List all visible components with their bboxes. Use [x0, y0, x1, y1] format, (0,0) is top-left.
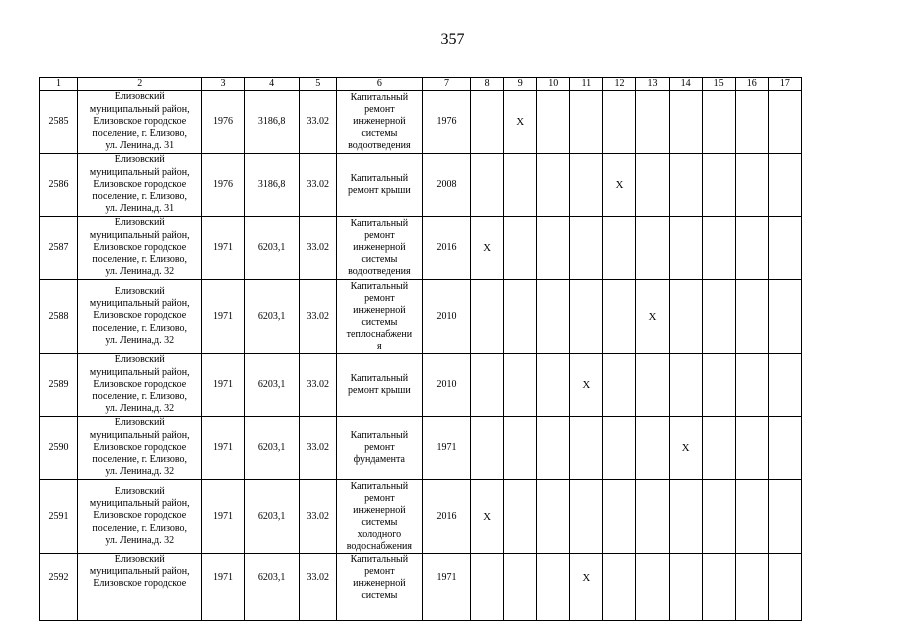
address-cell-line: Елизовский — [114, 485, 165, 497]
work-type-line: Капитальный — [350, 173, 409, 184]
mark-cell-col-9 — [504, 417, 537, 480]
mark-cell-col-16 — [735, 280, 768, 354]
address-cell-line: поселение, г. Елизово, — [92, 454, 188, 466]
mark-cell-col-9 — [504, 480, 537, 554]
address-cell-line: Елизовское городское — [93, 510, 187, 522]
mark-cell-col-8 — [471, 354, 504, 417]
work-type — [336, 354, 422, 417]
table-row — [40, 154, 802, 217]
work-type — [336, 554, 422, 621]
total-area: 6203,1 — [244, 217, 299, 280]
work-type-line: водоотведения — [348, 266, 411, 277]
address-cell — [78, 417, 202, 480]
mark-cell-col-12: Х — [603, 154, 636, 217]
mark-cell-col-9 — [504, 154, 537, 217]
address-cell-line: Елизовское городское — [93, 441, 187, 453]
work-type — [336, 217, 422, 280]
address-cell-line: муниципальный район, — [89, 366, 190, 378]
mark-cell-col-15 — [702, 554, 735, 621]
mark-cell-col-8 — [471, 280, 504, 354]
mark-cell-col-11 — [570, 480, 603, 554]
address-cell-line: ул. Ленина,д. 32 — [105, 466, 175, 478]
address-cell-line: муниципальный район, — [89, 429, 190, 441]
work-type-line: Капитальный — [350, 554, 409, 565]
address-cell-line: поселение, г. Елизово, — [92, 522, 188, 534]
table-body — [40, 91, 802, 621]
mark-cell-col-12 — [603, 554, 636, 621]
address-cell-line: Елизовский — [114, 217, 165, 229]
total-area: 6203,1 — [244, 354, 299, 417]
mark-cell-col-13: Х — [636, 280, 669, 354]
mark-cell-col-14 — [669, 280, 702, 354]
mark-cell-col-16 — [735, 217, 768, 280]
address-cell — [78, 280, 202, 354]
column-header: 5 — [299, 78, 336, 91]
build-year: 1976 — [202, 91, 244, 154]
table-row — [40, 280, 802, 354]
work-year: 1971 — [422, 417, 470, 480]
repair-schedule-table — [39, 77, 802, 621]
address-cell-line: муниципальный район, — [89, 166, 190, 178]
table-row — [40, 417, 802, 480]
mark-cell-col-16 — [735, 91, 768, 154]
code-cell: 33.02 — [299, 91, 336, 154]
mark-cell-col-8 — [471, 417, 504, 480]
total-area: 3186,8 — [244, 154, 299, 217]
table-row — [40, 354, 802, 417]
build-year: 1971 — [202, 280, 244, 354]
address-cell-line: Елизовское городское — [93, 241, 187, 253]
build-year: 1971 — [202, 480, 244, 554]
address-cell-line: муниципальный район, — [89, 103, 190, 115]
work-type — [336, 91, 422, 154]
mark-cell-col-14 — [669, 217, 702, 280]
work-year: 2008 — [422, 154, 470, 217]
code-cell: 33.02 — [299, 354, 336, 417]
mark-cell-col-8 — [471, 154, 504, 217]
mark-cell-col-10 — [537, 217, 570, 280]
code-cell: 33.02 — [299, 280, 336, 354]
mark-cell-col-12 — [603, 280, 636, 354]
address-cell-line: Елизовское городское — [93, 378, 187, 390]
build-year: 1971 — [202, 554, 244, 621]
mark-cell-col-9 — [504, 554, 537, 621]
mark-cell-col-10 — [537, 354, 570, 417]
work-type — [336, 154, 422, 217]
mark-cell-col-11: Х — [570, 554, 603, 621]
build-year: 1971 — [202, 217, 244, 280]
mark-cell-col-17 — [768, 217, 801, 280]
address-cell-line: Елизовское городское — [93, 578, 187, 590]
mark-cell-col-15 — [702, 480, 735, 554]
work-type-line: Капитальный — [350, 373, 409, 384]
column-header: 16 — [735, 78, 768, 91]
column-header: 2 — [78, 78, 202, 91]
work-year: 2010 — [422, 354, 470, 417]
address-cell-line: ул. Ленина,д. 31 — [105, 140, 175, 152]
mark-cell-col-17 — [768, 280, 801, 354]
address-cell-line: ул. Ленина,д. 32 — [105, 266, 175, 278]
work-type-line: системы — [361, 590, 398, 601]
address-cell-line: ул. Ленина,д. 31 — [105, 203, 175, 215]
code-cell: 33.02 — [299, 217, 336, 280]
mark-cell-col-13 — [636, 217, 669, 280]
work-year: 2016 — [422, 480, 470, 554]
mark-cell-col-14 — [669, 154, 702, 217]
mark-cell-col-12 — [603, 480, 636, 554]
work-type — [336, 280, 422, 354]
work-type-line: инженерной — [353, 504, 406, 516]
work-year: 1976 — [422, 91, 470, 154]
work-type-line: ремонт — [364, 442, 395, 453]
column-header: 10 — [537, 78, 570, 91]
mark-cell-col-11 — [570, 280, 603, 354]
work-type-line: я — [377, 340, 382, 352]
work-type-line: инженерной — [353, 242, 406, 253]
column-header: 15 — [702, 78, 735, 91]
work-type-line: Капитальный — [350, 92, 409, 103]
row-number: 2589 — [40, 354, 78, 417]
mark-cell-col-12 — [603, 91, 636, 154]
work-type — [336, 417, 422, 480]
address-cell-line: Елизовское городское — [93, 115, 187, 127]
address-cell — [78, 154, 202, 217]
work-type-line: холодного — [357, 528, 402, 540]
mark-cell-col-15 — [702, 280, 735, 354]
mark-cell-col-8: Х — [471, 217, 504, 280]
mark-cell-col-16 — [735, 554, 768, 621]
work-type-line: системы — [361, 128, 398, 139]
column-header: 4 — [244, 78, 299, 91]
mark-cell-col-12 — [603, 217, 636, 280]
work-type-line: ремонт — [364, 292, 395, 304]
column-header: 17 — [768, 78, 801, 91]
mark-cell-col-9 — [504, 354, 537, 417]
mark-cell-col-15 — [702, 154, 735, 217]
work-type-line: системы — [361, 316, 398, 328]
mark-cell-col-10 — [537, 280, 570, 354]
work-type-line: Капитальный — [350, 430, 409, 441]
work-year: 2016 — [422, 217, 470, 280]
work-type-line: водоснабжения — [346, 540, 412, 552]
mark-cell-col-15 — [702, 354, 735, 417]
work-year: 2010 — [422, 280, 470, 354]
address-cell-line: Елизовское городское — [93, 178, 187, 190]
mark-cell-col-10 — [537, 154, 570, 217]
code-cell: 33.02 — [299, 480, 336, 554]
column-header: 7 — [422, 78, 470, 91]
build-year: 1971 — [202, 417, 244, 480]
mark-cell-col-12 — [603, 354, 636, 417]
mark-cell-col-17 — [768, 417, 801, 480]
mark-cell-col-12 — [603, 417, 636, 480]
work-type-line: фундамента — [353, 454, 405, 465]
mark-cell-col-15 — [702, 91, 735, 154]
mark-cell-col-9: Х — [504, 91, 537, 154]
work-type-line: теплоснабжени — [346, 328, 413, 340]
address-cell-line: поселение, г. Елизово, — [92, 128, 188, 140]
address-cell — [78, 91, 202, 154]
mark-cell-col-16 — [735, 480, 768, 554]
mark-cell-col-14 — [669, 554, 702, 621]
address-cell-line: поселение, г. Елизово, — [92, 391, 188, 403]
address-cell — [78, 354, 202, 417]
mark-cell-col-17 — [768, 354, 801, 417]
mark-cell-col-13 — [636, 417, 669, 480]
mark-cell-col-17 — [768, 480, 801, 554]
row-number: 2590 — [40, 417, 78, 480]
work-type-line: ремонт крыши — [348, 385, 411, 396]
work-type-line: ремонт — [364, 566, 395, 577]
page-number: 357 — [440, 31, 465, 48]
mark-cell-col-11 — [570, 217, 603, 280]
mark-cell-col-15 — [702, 417, 735, 480]
row-number: 2586 — [40, 154, 78, 217]
mark-cell-col-17 — [768, 554, 801, 621]
row-number: 2592 — [40, 554, 78, 621]
mark-cell-col-17 — [768, 91, 801, 154]
mark-cell-col-9 — [504, 280, 537, 354]
mark-cell-col-8: Х — [471, 480, 504, 554]
work-type-line: Капитальный — [350, 280, 409, 292]
mark-cell-col-14: Х — [669, 417, 702, 480]
mark-cell-col-13 — [636, 554, 669, 621]
code-cell: 33.02 — [299, 554, 336, 621]
header-row — [40, 78, 802, 91]
mark-cell-col-10 — [537, 554, 570, 621]
mark-cell-col-8 — [471, 91, 504, 154]
work-type-line: Капитальный — [350, 480, 409, 492]
work-type-line: инженерной — [353, 578, 406, 589]
address-cell-line: ул. Ленина,д. 32 — [105, 403, 175, 415]
build-year: 1971 — [202, 354, 244, 417]
table-row — [40, 554, 802, 621]
mark-cell-col-14 — [669, 91, 702, 154]
mark-cell-col-16 — [735, 154, 768, 217]
address-cell-line: муниципальный район, — [89, 498, 190, 510]
column-header: 12 — [603, 78, 636, 91]
row-number: 2588 — [40, 280, 78, 354]
address-cell-line: муниципальный район, — [89, 229, 190, 241]
address-cell-line: ул. Ленина,д. 32 — [105, 534, 175, 546]
address-cell-line: Елизовский — [114, 417, 165, 429]
work-type-line: ремонт — [364, 104, 395, 115]
row-number: 2585 — [40, 91, 78, 154]
work-type-line: водоотведения — [348, 140, 411, 151]
total-area: 3186,8 — [244, 91, 299, 154]
address-cell-line: Елизовский — [114, 91, 165, 103]
address-cell-line: поселение, г. Елизово, — [92, 322, 188, 334]
mark-cell-col-10 — [537, 91, 570, 154]
mark-cell-col-8 — [471, 554, 504, 621]
column-header: 1 — [40, 78, 78, 91]
work-year: 1971 — [422, 554, 470, 621]
mark-cell-col-16 — [735, 354, 768, 417]
address-cell-line: поселение, г. Елизово, — [92, 254, 188, 266]
address-cell-line: Елизовский — [114, 154, 165, 166]
work-type — [336, 480, 422, 554]
address-cell-line: поселение, г. Елизово, — [92, 191, 188, 203]
table-row — [40, 480, 802, 554]
work-type-line: системы — [361, 516, 398, 528]
column-header: 9 — [504, 78, 537, 91]
address-cell-line: Елизовский — [114, 354, 165, 366]
column-header: 13 — [636, 78, 669, 91]
address-cell — [78, 480, 202, 554]
work-type-line: инженерной — [353, 116, 406, 127]
mark-cell-col-11 — [570, 417, 603, 480]
mark-cell-col-9 — [504, 217, 537, 280]
build-year: 1976 — [202, 154, 244, 217]
address-cell — [78, 217, 202, 280]
total-area: 6203,1 — [244, 280, 299, 354]
work-type-line: системы — [361, 254, 398, 265]
column-header: 3 — [202, 78, 244, 91]
mark-cell-col-14 — [669, 354, 702, 417]
table-row — [40, 91, 802, 154]
column-header: 11 — [570, 78, 603, 91]
table-row — [40, 217, 802, 280]
work-type-line: ремонт — [364, 492, 395, 504]
mark-cell-col-11 — [570, 91, 603, 154]
mark-cell-col-11 — [570, 154, 603, 217]
mark-cell-col-11: Х — [570, 354, 603, 417]
mark-cell-col-13 — [636, 354, 669, 417]
mark-cell-col-14 — [669, 480, 702, 554]
column-header: 6 — [336, 78, 422, 91]
row-number: 2591 — [40, 480, 78, 554]
column-header: 8 — [471, 78, 504, 91]
address-cell — [78, 554, 202, 621]
address-cell-line: муниципальный район, — [89, 298, 190, 310]
column-header: 14 — [669, 78, 702, 91]
mark-cell-col-15 — [702, 217, 735, 280]
work-type-line: инженерной — [353, 304, 406, 316]
work-type-line: ремонт крыши — [348, 185, 411, 196]
row-number: 2587 — [40, 217, 78, 280]
code-cell: 33.02 — [299, 417, 336, 480]
address-cell-line: Елизовское городское — [93, 310, 187, 322]
work-type-line: Капитальный — [350, 218, 409, 229]
total-area: 6203,1 — [244, 480, 299, 554]
address-cell-line: Елизовский — [114, 554, 165, 565]
mark-cell-col-13 — [636, 480, 669, 554]
address-cell-line: ул. Ленина,д. 32 — [105, 334, 175, 346]
work-type-line: ремонт — [364, 230, 395, 241]
total-area: 6203,1 — [244, 554, 299, 621]
mark-cell-col-17 — [768, 154, 801, 217]
mark-cell-col-13 — [636, 91, 669, 154]
mark-cell-col-10 — [537, 417, 570, 480]
code-cell: 33.02 — [299, 154, 336, 217]
address-cell-line: муниципальный район, — [89, 566, 190, 578]
total-area: 6203,1 — [244, 417, 299, 480]
address-cell-line: Елизовский — [114, 285, 165, 297]
mark-cell-col-13 — [636, 154, 669, 217]
mark-cell-col-16 — [735, 417, 768, 480]
mark-cell-col-10 — [537, 480, 570, 554]
